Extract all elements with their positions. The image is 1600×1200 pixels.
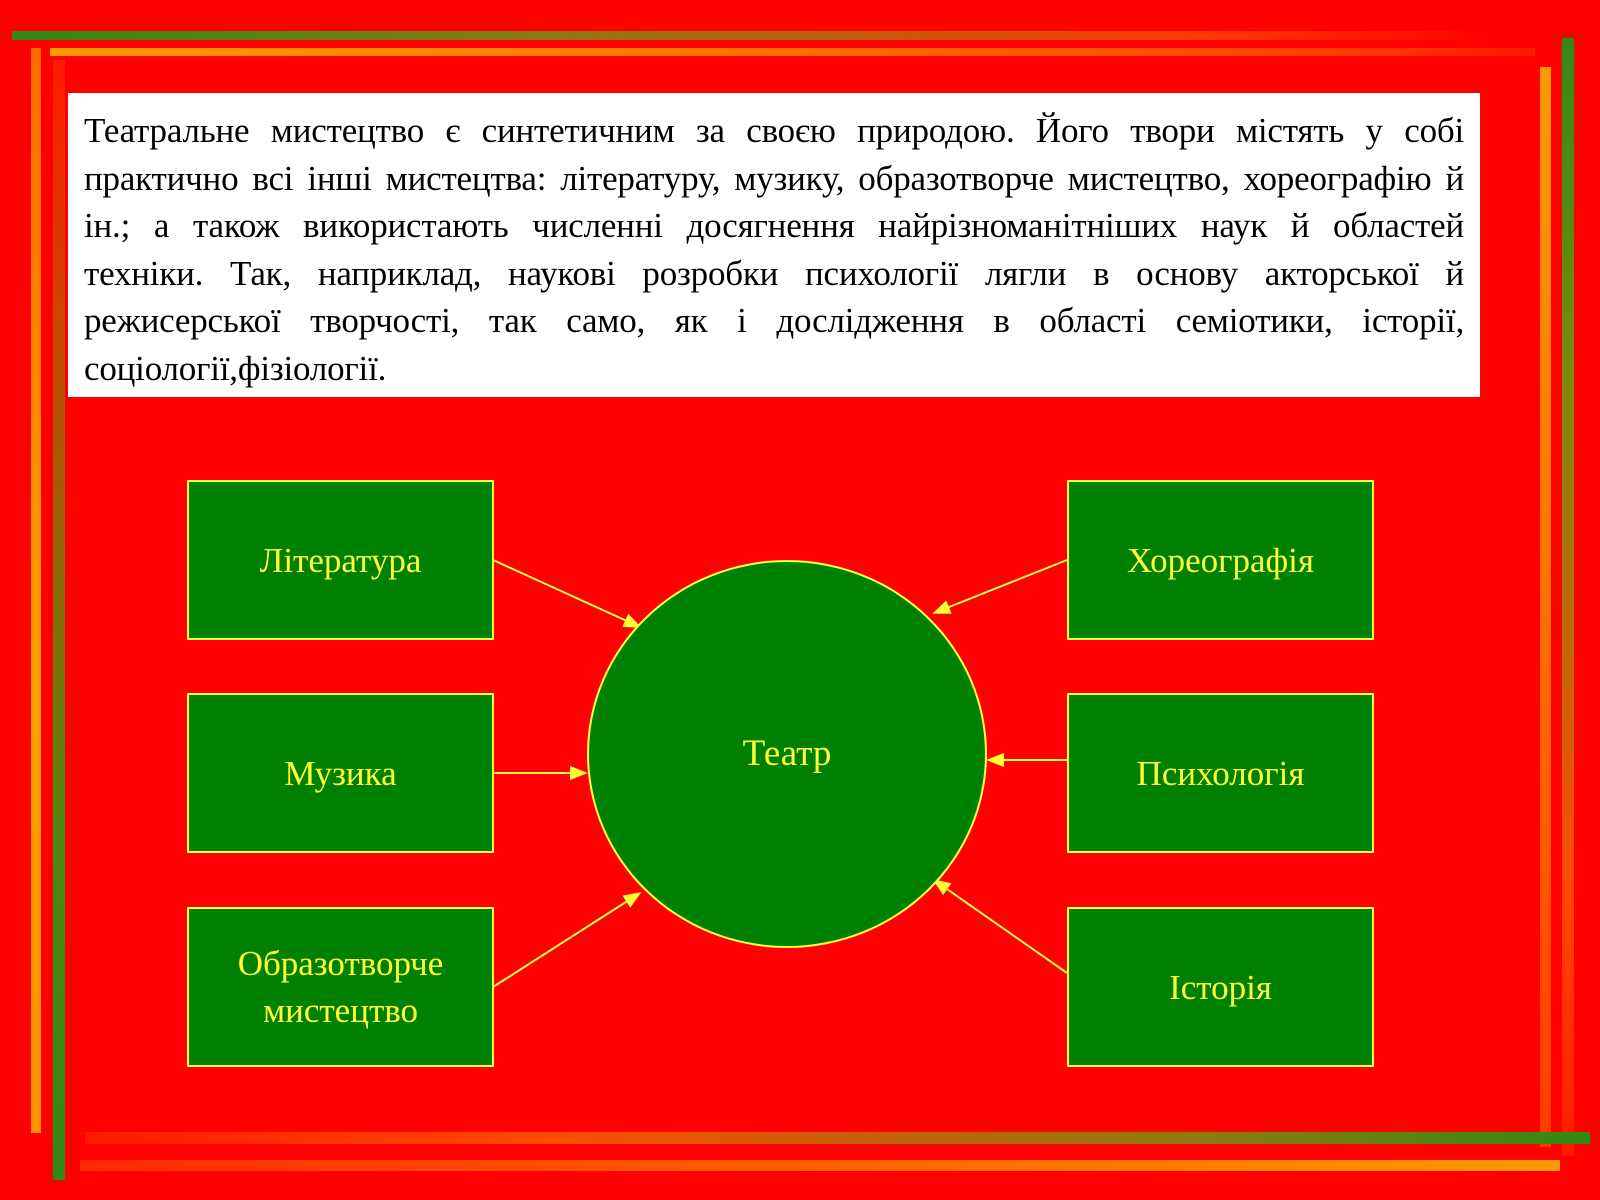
node-psychology <box>1067 693 1374 853</box>
arrow-history <box>934 880 1067 973</box>
arrow-choreography <box>934 560 1067 613</box>
node-label: Хореографія <box>1127 540 1314 580</box>
node-choreography <box>1067 480 1374 640</box>
node-label: Література <box>259 540 422 580</box>
node-label: Образотворче мистецтво <box>237 944 444 1030</box>
center-node-theatre <box>587 560 987 948</box>
node-label: Психологія <box>1136 753 1305 793</box>
node-label: Музика <box>284 753 397 793</box>
node-literature <box>187 480 494 640</box>
intro-paragraph: Театральне мистецтво є синтетичним за своєю природою. Його твори містять у собі практично всі інші мистецтва: літературу, музику, образотворче мистецтво, хореографію й ін.; а також використають численні досягнення найрізноманітніших наук й областей техніки. Так, наприклад, наукові розробки психології лягли в основу акторської й режисерської творчості, так само, як і дослідження в області семіотики, історії, соціології,фізіології. <box>84 111 1464 388</box>
node-fine-art <box>187 907 494 1067</box>
node-history <box>1067 907 1374 1067</box>
node-label: Історія <box>1169 967 1272 1007</box>
arrow-literature <box>493 560 640 627</box>
node-music <box>187 693 494 853</box>
arrow-fine-art <box>493 893 640 987</box>
center-node-label: Театр <box>742 733 832 774</box>
